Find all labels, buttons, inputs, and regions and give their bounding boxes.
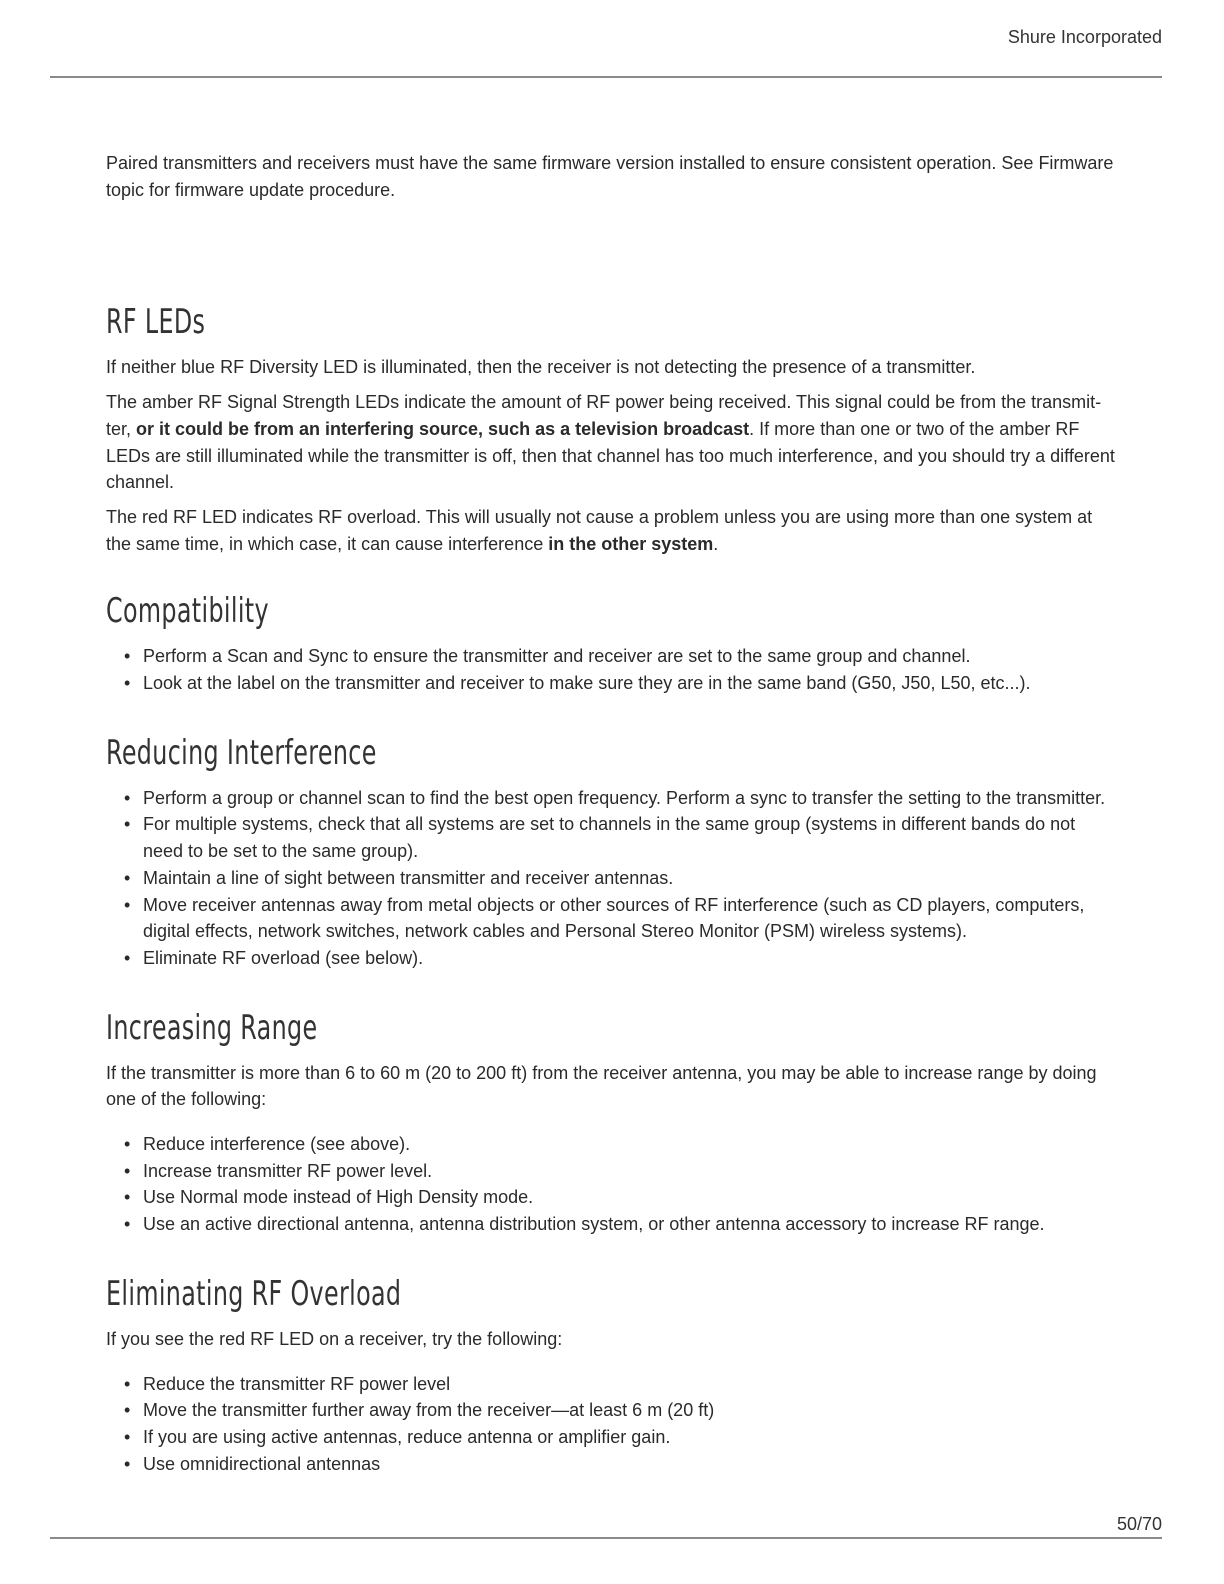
list-item-text: Use an active directional antenna, antenna distribution system, or other antenna accessory to increase RF range. (143, 1214, 1045, 1235)
list-item (106, 1184, 1116, 1211)
list-item-text: Use Normal mode instead of High Density mode. (143, 1187, 534, 1208)
bullet-icon: • (124, 646, 131, 667)
rf-leds-p3-text-b: . (713, 533, 719, 554)
list-item-text: Move the transmitter further away from the receiver—at least 6 m (20 ft) (143, 1400, 715, 1421)
bullet-icon: • (124, 1373, 131, 1394)
list-item-text: Perform a Scan and Sync to ensure the transmitter and receiver are set to the same group and channel. (143, 646, 971, 667)
list-item (106, 670, 1116, 697)
list-item-text: Use omnidirectional antennas (143, 1453, 381, 1474)
bullet-icon: • (124, 1160, 131, 1181)
list-item (106, 1131, 1116, 1158)
list-item (106, 1397, 1116, 1424)
list-item-text: Reduce the transmitter RF power level (143, 1373, 451, 1394)
list-item (106, 865, 1116, 892)
list-item (106, 892, 1116, 945)
list-item (106, 1211, 1116, 1238)
bullet-icon: • (124, 867, 131, 888)
rf-leds-p2-bold: or it could be from an interfering source, such as a television broadcast (136, 418, 750, 439)
bullet-icon: • (124, 1426, 131, 1447)
bullet-icon: • (124, 1134, 131, 1155)
bullet-icon: • (124, 947, 131, 968)
bullet-icon: • (124, 1453, 131, 1474)
bullet-icon: • (124, 814, 131, 835)
section-heading-reducing-interference: Reducing Interference (106, 732, 377, 773)
bullet-icon: • (124, 894, 131, 915)
header-company-name: Shure Incorporated (1007, 27, 1162, 47)
list-item-text: Reduce interference (see above). (143, 1134, 411, 1155)
list-item (106, 1158, 1116, 1185)
rf-leds-p3-text-a: The red RF LED indicates RF overload. This will usually not cause a problem unless you are using more than one system at the same time, in which case, it can cause interference (106, 506, 1093, 554)
footer-divider (50, 1537, 1162, 1539)
list-item-text: If you are using active antennas, reduce antenna or amplifier gain. (143, 1426, 671, 1447)
list-item (106, 643, 1116, 670)
rf-leds-paragraph-3 (106, 504, 1116, 557)
increasing-range-intro: If the transmitter is more than 6 to 60 m (20 to 200 ft) from the receiver antenna, you may be able to increase range by doing one of the following: (106, 1062, 1097, 1110)
rf-leds-p3-bold: in the other system (548, 533, 714, 554)
list-item-text: Look at the label on the transmitter and receiver to make sure they are in the same band (G50, J50, L50, etc...). (143, 673, 1031, 694)
intro-paragraph: Paired transmitters and receivers must have the same firmware version installed to ensure consistent operation. See Firmware topic for firmware update procedure. (106, 153, 1114, 200)
list-item-text: Increase transmitter RF power level. (143, 1160, 433, 1181)
rf-leds-paragraph-2 (106, 389, 1116, 496)
section-heading-rf-leds: RF LEDs (106, 302, 206, 343)
list-item-text: Maintain a line of sight between transmitter and receiver antennas. (143, 867, 674, 888)
list-item-text: Perform a group or channel scan to find the best open frequency. Perform a sync to transfer the setting to the transmitter. (143, 787, 1106, 808)
header-divider (50, 76, 1162, 78)
list-item-text: Eliminate RF overload (see below). (143, 947, 424, 968)
eliminating-overload-list (106, 1371, 1116, 1478)
bullet-icon: • (124, 1400, 131, 1421)
section-heading-eliminating-rf-overload: Eliminating RF Overload (106, 1273, 402, 1314)
rf-leds-p2-text-b: . If more than one or two of the amber RF LEDs are still illuminated while the transmitter is off, then that channel has too much interference, and you should try a different channel. (106, 418, 1115, 493)
page-number: 50/70 (1116, 1514, 1162, 1534)
eliminating-overload-intro: If you see the red RF LED on a receiver, try the following: (106, 1328, 563, 1349)
section-heading-compatibility: Compatibility (106, 591, 269, 632)
bullet-icon: • (124, 1187, 131, 1208)
list-item (106, 945, 1116, 972)
list-item (106, 785, 1116, 812)
bullet-icon: • (124, 787, 131, 808)
section-heading-increasing-range: Increasing Range (106, 1007, 318, 1048)
list-item (106, 1371, 1116, 1398)
list-item (106, 811, 1116, 864)
list-item (106, 1451, 1116, 1478)
list-item (106, 1424, 1116, 1451)
list-item-text: For multiple systems, check that all systems are set to channels in the same group (systems in different bands do not need to be set to the same group). (143, 814, 1076, 862)
rf-leds-p2-text-a: The amber RF Signal Strength LEDs indicate the amount of RF power being received. This signal could be from the transmitter, (106, 392, 1102, 439)
reducing-interference-list (106, 785, 1116, 972)
page-content (106, 150, 1116, 1477)
rf-leds-paragraph-1: If neither blue RF Diversity LED is illuminated, then the receiver is not detecting the presence of a transmitter. (106, 357, 976, 378)
compatibility-list (106, 643, 1116, 696)
bullet-icon: • (124, 673, 131, 694)
bullet-icon: • (124, 1214, 131, 1235)
increasing-range-list (106, 1131, 1116, 1238)
list-item-text: Move receiver antennas away from metal objects or other sources of RF interference (such as CD players, computers, digital effects, network switches, network cables and Personal Stereo Monitor (PSM) wireless systems). (143, 894, 1085, 942)
